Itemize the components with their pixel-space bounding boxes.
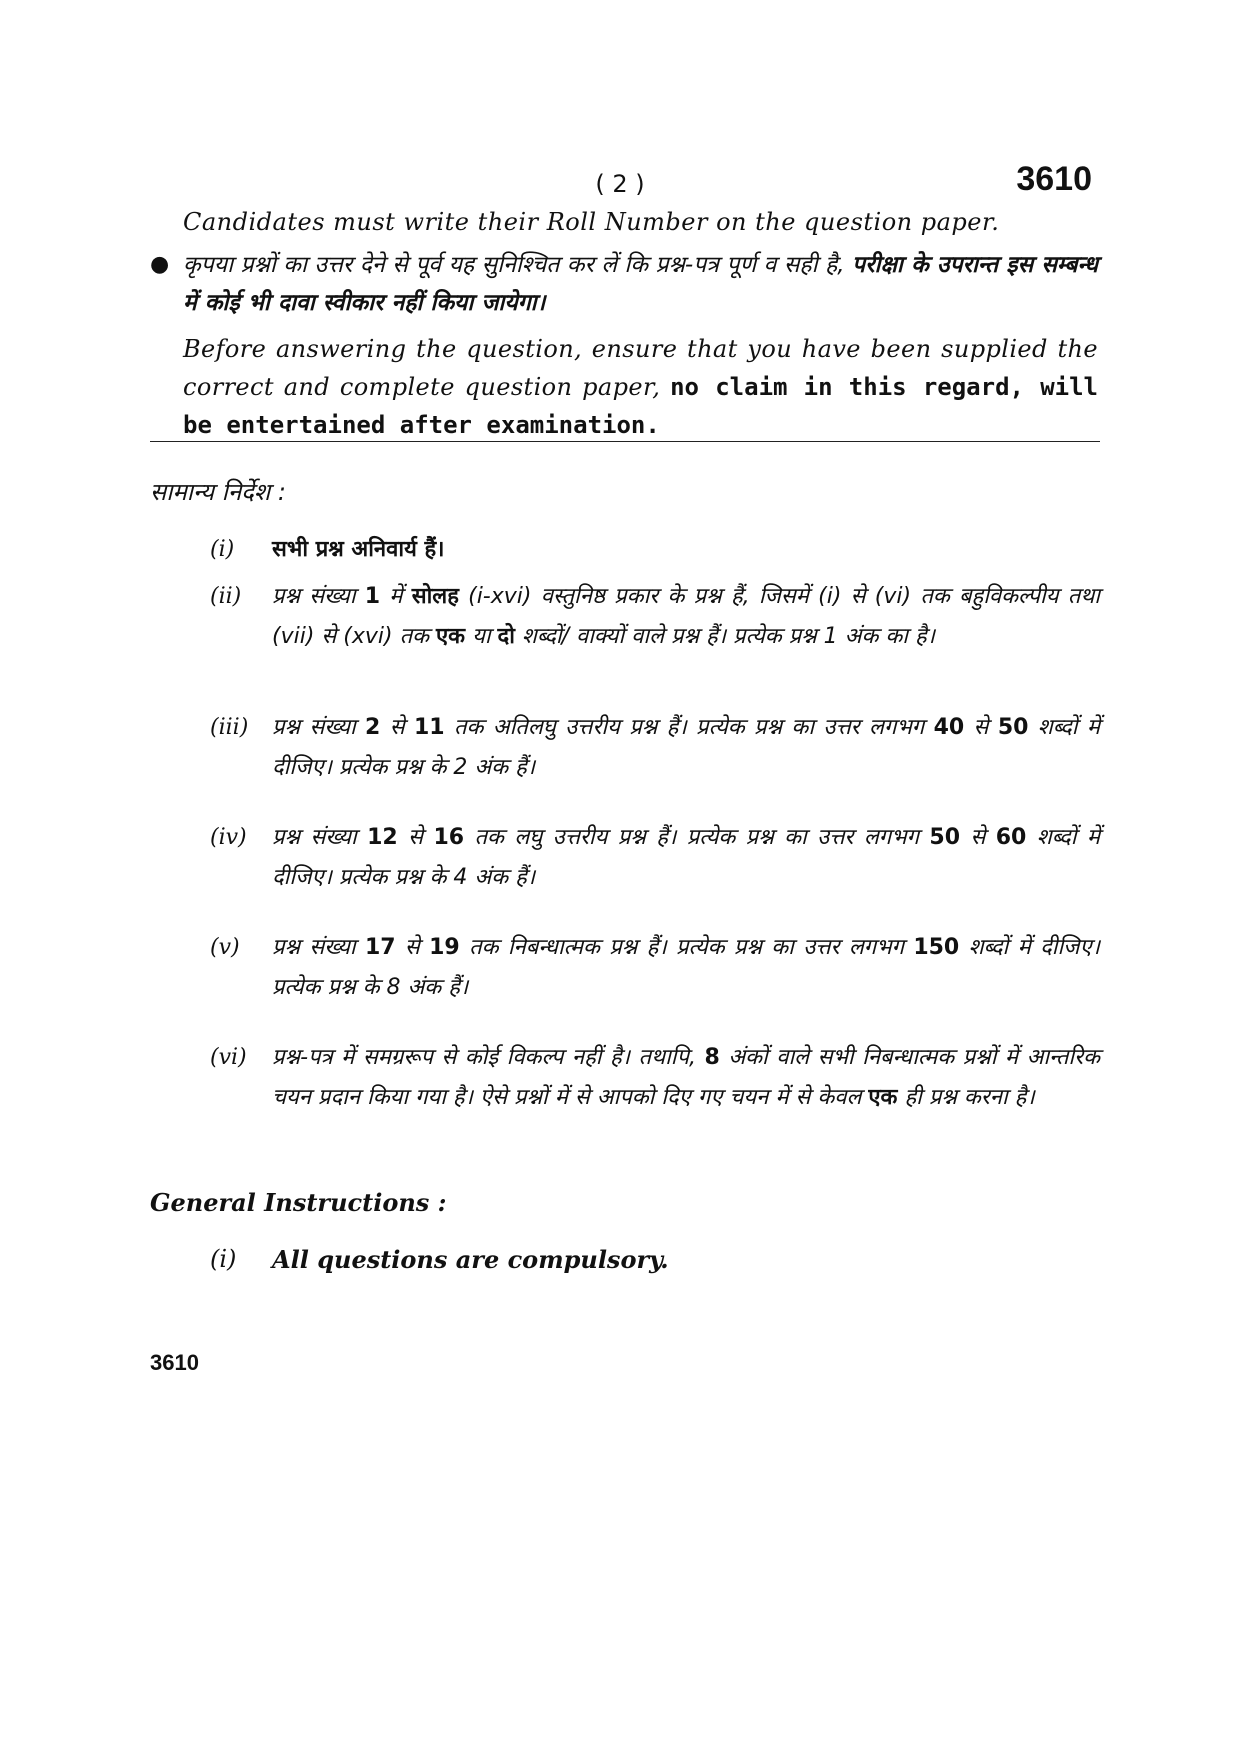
instruction-text: ही प्रश्न करना है। (897, 1085, 1035, 1110)
general-instructions-heading-hi: सामान्य निर्देश : (150, 478, 286, 506)
divider (150, 441, 1100, 442)
bullet-icon: ● (150, 252, 170, 277)
instruction-text: तक अतिलघु उत्तरीय प्रश्न हैं। प्रत्येक प्रश्न का उत्तर लगभग (444, 715, 934, 740)
instruction-bold: 50 (929, 825, 961, 850)
check-notice-hi-bold: परीक्षा के उपरान्त इस सम्बन्ध में कोई भी दावा स्वीकार नहीं किया जायेगा। (183, 252, 1098, 316)
instruction-text: में (380, 584, 412, 609)
roll-number-notice: Candidates must write their Roll Number on the question paper. (183, 208, 1000, 236)
instruction-bold: 17 (364, 935, 396, 960)
instruction-hi-4 (210, 818, 1100, 898)
instruction-text: शब्दों/ वाक्यों वाले प्रश्न हैं। प्रत्येक प्रश्न 1 अंक का है। (514, 624, 935, 649)
instruction-text: शब्दों में दीजिए। प्रत्येक प्रश्न के 2 अंक हैं। (272, 715, 1101, 780)
check-paper-notice-hi (183, 246, 1098, 322)
instruction-text: या (465, 624, 498, 649)
instruction-text: शब्दों में दीजिए। प्रत्येक प्रश्न के 4 अंक हैं। (272, 825, 1101, 890)
instruction-text: से (397, 825, 434, 850)
instruction-bold: 11 (413, 715, 445, 740)
instruction-number: (ii) (210, 584, 242, 609)
instruction-en-1 (210, 1245, 1100, 1274)
instruction-text: से (395, 935, 430, 960)
check-paper-notice-en (183, 330, 1098, 444)
instruction-text: प्रश्न संख्या (272, 584, 365, 609)
instruction-bold: 8 (704, 1045, 720, 1070)
instruction-bold: 16 (433, 825, 465, 850)
general-instructions-heading-en: General Instructions : (150, 1188, 447, 1217)
instruction-number: (i) (210, 537, 235, 562)
instruction-bold: 40 (933, 715, 965, 740)
instruction-text: (i-xvi) वस्तुनिष्ठ प्रकार के प्रश्न हैं, जिसमें (i) से (vi) तक बहुविकल्पीय तथा (vii) से (xvi) तक (272, 584, 1100, 649)
instruction-text: से (380, 715, 414, 740)
instruction-number: (iv) (210, 825, 247, 850)
instruction-hi-3 (210, 708, 1100, 788)
instruction-bold: 12 (367, 825, 398, 850)
instruction-bold: दो (497, 624, 515, 649)
instruction-bold: 19 (429, 935, 460, 960)
instruction-hi-1 (210, 530, 1100, 570)
instruction-text: सभी प्रश्न अनिवार्य हैं। (272, 537, 445, 562)
instruction-bold: 2 (365, 715, 381, 740)
instruction-bold: एक (868, 1085, 898, 1110)
instruction-hi-5 (210, 928, 1100, 1008)
instruction-text: प्रश्न संख्या (272, 825, 368, 850)
instruction-bold: सोलह (411, 584, 459, 609)
page-number: ( 2 ) (595, 170, 645, 198)
instruction-hi-6 (210, 1038, 1100, 1118)
instruction-text: अंकों वाले सभी निबन्धात्मक प्रश्नों में आन्तरिक चयन प्रदान किया गया है। ऐसे प्रश्नों में से आपको दिए गए चयन में से केवल (272, 1045, 1100, 1110)
instruction-text: प्रश्न संख्या (272, 715, 366, 740)
instruction-number: (iii) (210, 715, 249, 740)
instruction-number: (vi) (210, 1045, 247, 1070)
paper-code-bottom: 3610 (150, 1350, 199, 1375)
check-notice-en-text: Before answering the question, ensure that you have been supplied the correct and complete question paper, (183, 335, 1098, 401)
check-notice-en-bold: no claim in this regard, will be entertained after examination. (183, 373, 1098, 439)
instruction-text: से (960, 825, 996, 850)
instruction-hi-2 (210, 577, 1100, 657)
instruction-number: (i) (210, 1245, 237, 1273)
instruction-text: प्रश्न-पत्र में समग्ररूप से कोई विकल्प नहीं है। तथापि, (272, 1045, 705, 1070)
check-notice-hi-text: कृपया प्रश्नों का उत्तर देने से पूर्व यह सुनिश्चित कर लें कि प्रश्न-पत्र पूर्ण व सही है, (183, 252, 853, 278)
instruction-text: प्रश्न संख्या (272, 935, 365, 960)
instruction-number: (v) (210, 935, 240, 960)
instruction-bold: 1 (364, 584, 381, 609)
instruction-text: तक लघु उत्तरीय प्रश्न हैं। प्रत्येक प्रश्न का उत्तर लगभग (464, 825, 930, 850)
instruction-text: तक निबन्धात्मक प्रश्न हैं। प्रत्येक प्रश्न का उत्तर लगभग (459, 935, 914, 960)
paper-code-top: 3610 (1016, 160, 1092, 198)
instruction-text: शब्दों में दीजिए। प्रत्येक प्रश्न के 8 अंक हैं। (272, 935, 1100, 1000)
instruction-text: से (964, 715, 998, 740)
instruction-bold: एक (436, 624, 466, 649)
instruction-bold: 60 (995, 825, 1027, 850)
instruction-bold: 50 (997, 715, 1029, 740)
instruction-text: All questions are compulsory. (272, 1245, 669, 1274)
instruction-bold: 150 (913, 935, 960, 960)
